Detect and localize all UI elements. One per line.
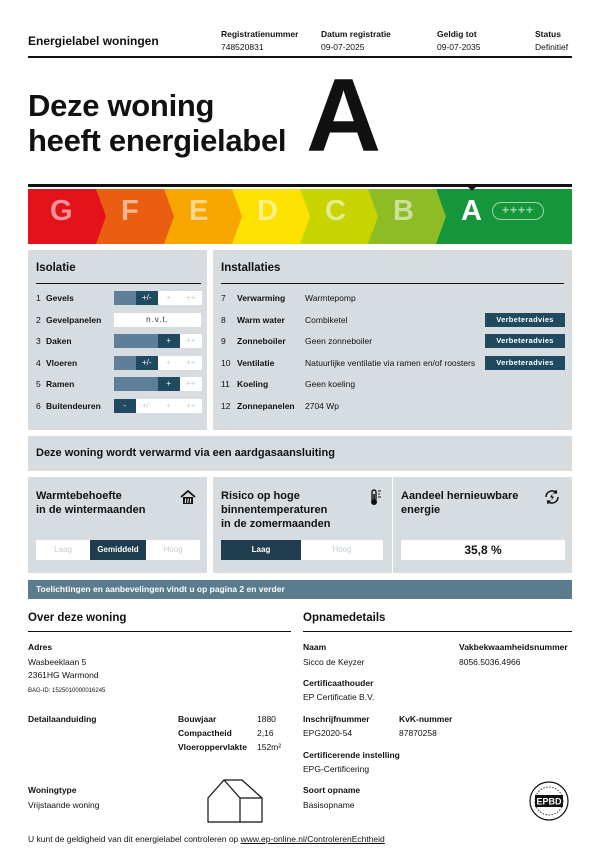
row-number: 11 xyxy=(221,379,230,389)
scale-option-laag: Laag xyxy=(54,545,72,554)
risico-scale xyxy=(221,540,383,560)
vloeroppervlakte-value: 152m² xyxy=(257,742,282,752)
improvement-advice-button[interactable]: Verbeteradvies xyxy=(485,313,565,327)
heating-panel xyxy=(28,436,572,471)
label-letter-f: F xyxy=(121,195,139,227)
row-number: 9 xyxy=(221,336,226,346)
hero-heading: Deze woning heeft energielabel xyxy=(28,88,287,158)
installaties-title: Installaties xyxy=(221,262,281,274)
inschrijfnummer-label: Inschrijfnummer xyxy=(303,714,370,724)
rating-cell: - xyxy=(114,399,136,413)
row-value: Warmtepomp xyxy=(305,293,356,303)
insulation-rating xyxy=(114,399,202,413)
house-heat-icon xyxy=(179,488,197,506)
row-label: Zonneboiler xyxy=(237,336,286,346)
insulation-rating xyxy=(114,356,202,370)
rating-cell: +/- xyxy=(136,356,158,370)
bouwjaar-value: 1880 xyxy=(257,714,276,724)
label-letter-g: G xyxy=(50,195,73,227)
rating-cell: + xyxy=(158,399,180,413)
risico-card xyxy=(213,477,392,573)
rating-cell: ++ xyxy=(180,356,202,370)
row-number: 2 xyxy=(36,314,41,325)
vakbekwaamheid-label: Vakbekwaamheidsnummer xyxy=(459,642,568,652)
scale-option-hoog: Hoog xyxy=(332,545,352,554)
soort-opname-value: Basisopname xyxy=(303,800,355,810)
adres-line1: Wasbeeklaan 5 xyxy=(28,657,87,667)
row-number: 7 xyxy=(221,293,226,303)
rating-cell xyxy=(136,334,158,348)
rating-cell: ++ xyxy=(180,377,202,391)
soort-opname-label: Soort opname xyxy=(303,785,361,795)
adres-line2: 2361HG Warmond xyxy=(28,670,99,680)
naam-value: Sicco de Keyzer xyxy=(303,657,365,667)
risico-title: Risico op hoge binnentemperaturen in de zomermaanden xyxy=(221,490,331,530)
certificaathouder-label: Certificaathouder xyxy=(303,678,374,688)
isolatie-row xyxy=(36,377,201,391)
active-label-marker xyxy=(465,184,479,191)
registration-number: Registratienummer 748520831 xyxy=(221,29,299,52)
certificerende-instelling-label: Certificerende instelling xyxy=(303,750,400,760)
bag-id: BAG-ID: 1525010000016245 xyxy=(28,688,106,694)
label-letter-b: B xyxy=(393,195,414,227)
label-letter-a: A xyxy=(461,195,482,227)
rating-cell xyxy=(114,356,136,370)
row-label: Koeling xyxy=(237,379,269,389)
installatie-row xyxy=(221,356,564,370)
insulation-rating xyxy=(114,313,202,327)
row-label: Ventilatie xyxy=(237,357,275,368)
scale-option-hoog: Hoog xyxy=(163,545,183,554)
over-woning-divider xyxy=(28,631,291,632)
isolatie-row xyxy=(36,334,201,348)
certificerende-instelling-value: EPG-Certificering xyxy=(303,764,370,774)
scale-option-gemiddeld: Gemiddeld xyxy=(90,540,146,560)
row-value: Geen koeling xyxy=(305,379,356,389)
installatie-row xyxy=(221,334,564,348)
row-value: 2704 Wp xyxy=(305,400,340,411)
isolatie-title: Isolatie xyxy=(36,262,76,274)
row-value: Geen zonneboiler xyxy=(305,336,373,346)
inschrijfnummer-value: EPG2020-54 xyxy=(303,728,353,738)
registration-date: Datum registratie 09-07-2025 xyxy=(321,29,391,52)
improvement-advice-button[interactable]: Verbeteradvies xyxy=(485,356,565,370)
row-label: Verwarming xyxy=(237,293,286,303)
verification-link[interactable]: www.ep-online.nl/ControlerenEchtheid xyxy=(240,834,385,844)
hernieuwbaar-card xyxy=(393,477,572,573)
installatie-row xyxy=(221,313,564,327)
insulation-rating xyxy=(114,334,202,348)
improvement-advice-button[interactable]: Verbeteradvies xyxy=(485,334,565,348)
rating-cell: ++ xyxy=(180,334,202,348)
epbd-logo xyxy=(526,779,572,823)
row-number: 1 xyxy=(36,293,41,303)
document-header xyxy=(28,26,572,58)
row-number: 10 xyxy=(221,357,231,368)
renewable-energy-icon xyxy=(543,488,561,506)
row-label: Ramen xyxy=(46,379,75,389)
rating-cell xyxy=(136,377,158,391)
warmtebehoefte-scale xyxy=(36,540,200,560)
bouwjaar-label: Bouwjaar xyxy=(178,714,217,724)
row-value: Natuurlijke ventilatie via ramen en/of roosters xyxy=(305,357,476,368)
compactheid-value: 2,16 xyxy=(257,728,274,738)
row-label: Warm water xyxy=(237,314,285,325)
row-value: Combiketel xyxy=(305,314,348,325)
opname-divider xyxy=(303,631,572,632)
compactheid-label: Compactheid xyxy=(178,728,232,738)
isolatie-row xyxy=(36,356,201,370)
row-label: Zonnepanelen xyxy=(237,400,295,411)
row-number: 3 xyxy=(36,336,41,346)
row-label: Vloeren xyxy=(46,357,78,368)
isolatie-row xyxy=(36,291,201,305)
energy-label-scale xyxy=(28,184,572,244)
rating-cell xyxy=(114,334,136,348)
label-letter-c: C xyxy=(325,195,346,227)
isolatie-row xyxy=(36,313,201,327)
detail-label: Detailaanduiding xyxy=(28,714,97,724)
heating-text: Deze woning wordt verwarmd via een aardgasaansluiting xyxy=(36,447,335,459)
rating-cell: +/- xyxy=(136,399,158,413)
thermometer-icon xyxy=(365,488,383,506)
woningtype-label: Woningtype xyxy=(28,785,77,795)
not-applicable-cell: n.v.t. xyxy=(114,313,201,327)
rating-cell: + xyxy=(158,377,180,391)
hernieuwbaar-title: Aandeel hernieuwbare energie xyxy=(401,490,519,516)
installaties-panel xyxy=(213,250,572,430)
row-number: 8 xyxy=(221,314,226,325)
label-letter-d: D xyxy=(257,195,278,227)
installatie-row xyxy=(221,399,564,413)
warmtebehoefte-card xyxy=(28,477,207,573)
rating-cell: ++ xyxy=(180,399,202,413)
vloeroppervlakte-label: Vloeroppervlakte xyxy=(178,742,247,752)
footer-text: U kunt de geldigheid van dit energielabel controleren op xyxy=(28,834,241,844)
kvk-label: KvK-nummer xyxy=(399,714,453,724)
insulation-rating xyxy=(114,291,202,305)
row-number: 6 xyxy=(36,400,41,411)
over-woning-title: Over deze woning xyxy=(28,612,127,624)
certificaathouder-value: EP Certificatie B.V. xyxy=(303,692,375,702)
valid-until: Geldig tot 09-07-2035 xyxy=(437,29,481,52)
rating-cell xyxy=(114,377,136,391)
row-label: Gevels xyxy=(46,293,74,303)
renewable-share-value: 35,8 % xyxy=(401,540,565,560)
isolatie-row xyxy=(36,399,201,413)
epbd-logo-text: EPBD xyxy=(536,796,562,807)
hero-energy-label: A xyxy=(306,58,382,174)
kvk-value: 87870258 xyxy=(399,728,437,738)
rating-cell: + xyxy=(158,291,180,305)
opname-title: Opnamedetails xyxy=(303,612,386,624)
info-banner: Toelichtingen en aanbevelingen vindt u op pagina 2 en verder xyxy=(28,580,572,599)
label-plus-indicator: ++++ xyxy=(492,202,544,220)
label-letter-e: E xyxy=(189,195,209,227)
isolatie-divider xyxy=(36,283,201,284)
rating-cell: +/- xyxy=(136,291,158,305)
naam-label: Naam xyxy=(303,642,327,652)
warmtebehoefte-title: Warmtebehoefte in de wintermaanden xyxy=(36,490,146,516)
installaties-divider xyxy=(221,283,564,284)
footer xyxy=(28,834,385,844)
status: Status Definitief xyxy=(535,29,569,52)
row-number: 4 xyxy=(36,357,41,368)
installatie-row xyxy=(221,291,564,305)
rating-cell: ++ xyxy=(180,291,202,305)
row-number: 5 xyxy=(36,379,41,389)
rating-cell: + xyxy=(158,356,180,370)
adres-label: Adres xyxy=(28,642,53,652)
isolatie-panel xyxy=(28,250,207,430)
installatie-row xyxy=(221,377,564,391)
scale-option-laag: Laag xyxy=(221,540,301,560)
row-number: 12 xyxy=(221,400,231,411)
vakbekwaamheid-value: 8056.5036.4966 xyxy=(459,657,521,667)
row-label: Daken xyxy=(46,336,72,346)
rating-cell: + xyxy=(158,334,180,348)
rating-cell xyxy=(114,291,136,305)
woningtype-value: Vrijstaande woning xyxy=(28,800,100,810)
row-label: Gevelpanelen xyxy=(46,314,102,325)
detached-house-icon xyxy=(206,776,264,824)
row-label: Buitendeuren xyxy=(46,400,101,411)
document-title: Energielabel woningen xyxy=(28,34,159,48)
insulation-rating xyxy=(114,377,202,391)
